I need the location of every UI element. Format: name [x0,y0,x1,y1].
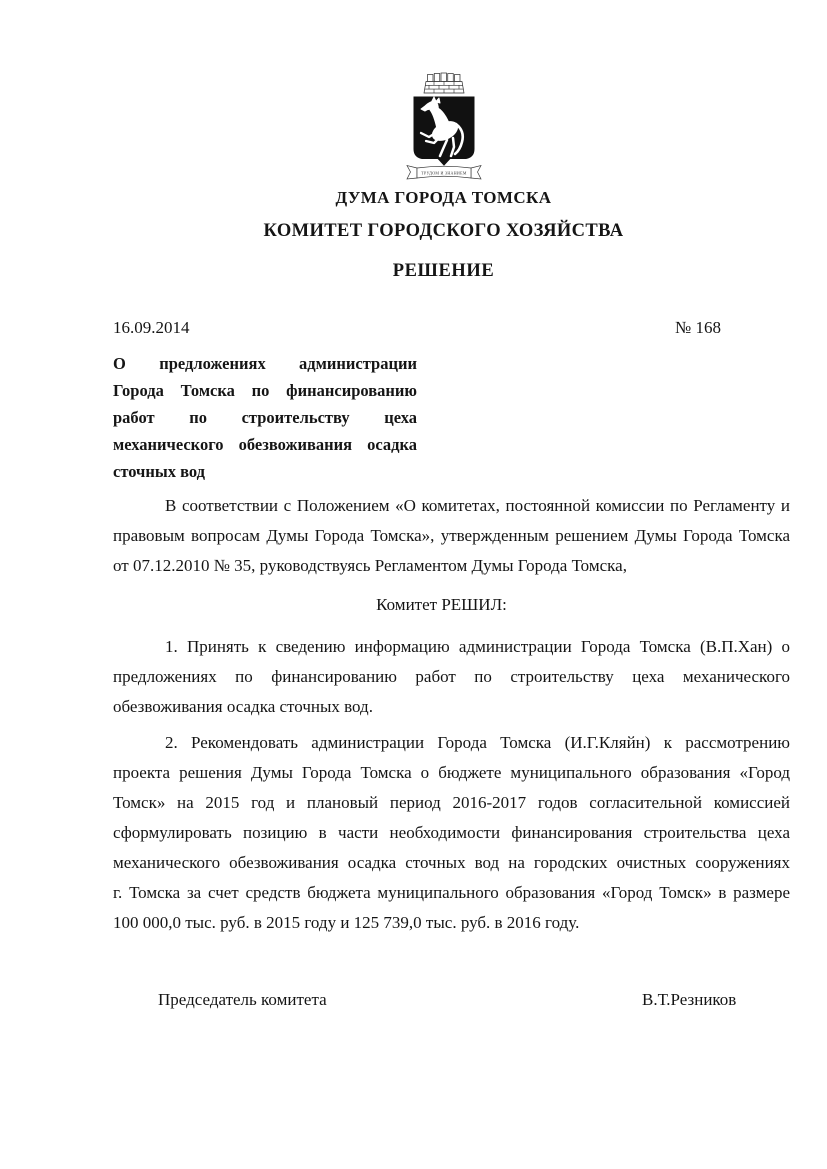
item-line: сформулировать позицию в части необходимости финансирования строительства цеха [113,823,790,842]
item-line: 100 000,0 тыс. руб. в 2015 году и 125 739,0 тыс. руб. в 2016 году. [113,913,580,932]
document-date: 16.09.2014 [113,318,190,337]
motto-ribbon [407,166,481,180]
mural-crown-icon [424,73,464,93]
subject-line: сточных вод [113,462,206,481]
resolution-item-2 [113,728,790,938]
tomsk-coat-of-arms-icon [384,72,504,184]
item-line: г. Томска за счет средств бюджета муниципального образования «Город Томск» в размере [113,883,790,902]
item-line: 2. Рекомендовать администрации Города Томска (И.Г.Кляйн) к рассмотрению [165,733,790,752]
subject-line: работ по строительству цеха [113,408,417,427]
item-line: механического обезвоживания осадка сточных вод на городских очистных сооружениях [113,853,790,872]
item-line: предложениях по финансированию работ по строительству цеха механического [113,667,790,686]
document-number: № 168 [675,318,721,337]
preamble-line: правовым вопросам Думы Города Томска», утвержденным решением Думы Города Томска [113,526,790,545]
signature-name: В.Т.Резников [642,990,737,1009]
document-type-title: РЕШЕНИЕ [392,261,495,281]
subject-line: Города Томска по финансированию [113,381,417,400]
preamble-paragraph [113,491,790,581]
subject-block [113,350,417,485]
subject-line: О предложениях администрации [113,354,417,373]
organization-title: ДУМА ГОРОДА ТОМСКА [335,188,552,207]
item-line: Томск» на 2015 год и плановый период 2016-2017 годов согласительной комиссией [113,793,790,812]
resolution-item-1 [113,632,790,722]
meta-row [113,318,790,338]
item-line: 1. Принять к сведению информацию администрации Города Томска (В.П.Хан) о [165,637,790,656]
resolution-heading: Комитет РЕШИЛ: [376,595,507,614]
subject-line: механического обезвоживания осадка [113,435,417,454]
preamble-line: от 07.12.2010 № 35, руководствуясь Регламентом Думы Города Томска, [113,556,627,575]
signature-title: Председатель комитета [158,990,327,1009]
committee-title: КОМИТЕТ ГОРОДСКОГО ХОЗЯЙСТВА [263,221,624,241]
item-line: проекта решения Думы Города Томска о бюджете муниципального образования «Город [113,763,790,782]
signature-row [113,990,790,1010]
item-line: обезвоживания осадка сточных вод. [113,697,373,716]
motto-text: ТРУДОМ И ЗНАНИЕМ [420,170,467,176]
preamble-line: В соответствии с Положением «О комитетах, постоянной комиссии по Регламенту и [165,496,790,515]
